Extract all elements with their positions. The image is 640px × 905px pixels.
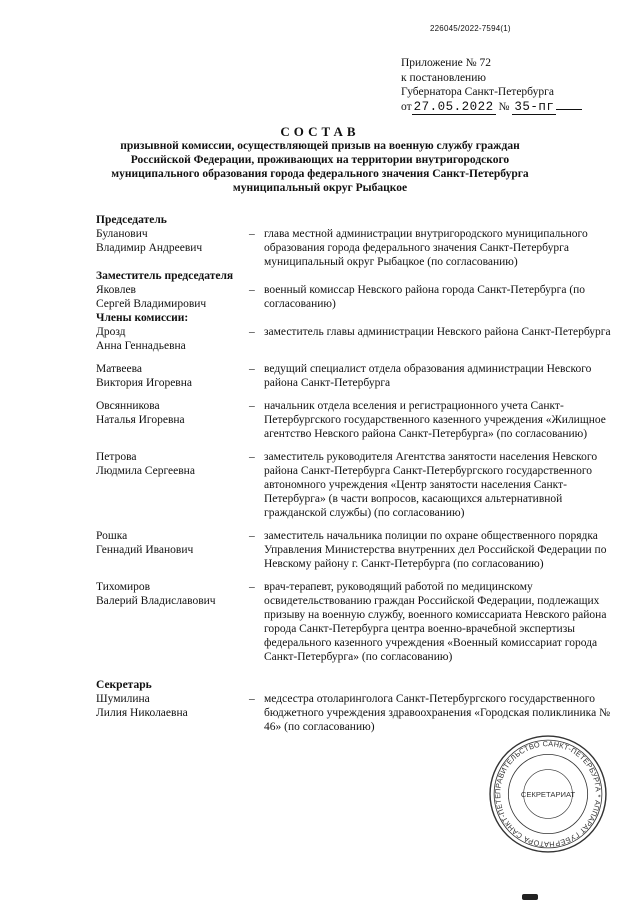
member-row	[96, 325, 616, 353]
appendix-date-line	[401, 100, 611, 115]
commission-roster	[96, 213, 616, 734]
member-row	[96, 580, 616, 664]
document-id: 226045/2022-7594(1)	[430, 24, 511, 33]
document-title: СОСТАВ	[280, 124, 360, 139]
member-name: Матвеева Виктория Игоревна	[96, 363, 192, 389]
member-name: Шумилина Лилия Николаевна	[96, 693, 188, 719]
member-role: заместитель руководителя Агентства занятости населения Невского района Санкт-Петербурга Санкт-Петербургского государственного автономного учреждения «Центр занятости населения Санкт-Петербурга» (в части вопросов, касающихся альтернативной гражданской службы) (по согласованию)	[264, 451, 598, 519]
number-underline	[556, 109, 582, 110]
section-heading: Председатель	[96, 214, 167, 226]
appendix-line-3: Губернатора Санкт-Петербурга	[401, 86, 554, 98]
member-name: Дрозд Анна Геннадьевна	[96, 326, 186, 352]
member-dash: –	[249, 284, 255, 296]
member-dash: –	[249, 363, 255, 375]
section-heading: Члены комиссии:	[96, 312, 189, 324]
member-name: Яковлев Сергей Владимирович	[96, 284, 207, 310]
official-seal	[487, 733, 609, 855]
member-role: медсестра отоларинголога Санкт-Петербургского государственного бюджетного учреждения здравоохранения «Городская поликлиника № 46» (по согласованию)	[264, 693, 611, 733]
member-role: заместитель главы администрации Невского района Санкт-Петербурга	[264, 326, 611, 338]
member-row	[96, 362, 616, 390]
scan-mark	[522, 894, 538, 900]
number-value: 35-пг	[514, 99, 555, 114]
member-role: начальник отдела вселения и регистрационного учета Санкт-Петербургского государственного казенного учреждения «Жилищное агентство Невского района Санкт-Петербурга» (по согласованию)	[264, 400, 606, 440]
member-name: Рошка Геннадий Иванович	[96, 530, 194, 556]
member-role: врач-терапевт, руководящий работой по медицинскому освидетельствованию граждан Российской Федерации, подлежащих призыву на военную службу, военного комиссариата Невского района города Санкт-Петербурга центра военно-врачебной экспертизы федерального казенного учреждения «Военный комиссариат города Санкт-Петербурга» (по согласованию)	[264, 581, 607, 663]
member-dash: –	[249, 581, 255, 593]
member-role: заместитель начальника полиции по охране общественного порядка Управления Министерства внутренних дел Российской Федерации по Невскому району г. Санкт-Петербурга (по согласованию)	[264, 530, 607, 570]
appendix-line-1: Приложение № 72	[401, 57, 491, 69]
member-name: Тихомиров Валерий Владиславович	[96, 581, 216, 607]
member-dash: –	[249, 228, 255, 240]
member-name: Петрова Людмила Сергеевна	[96, 451, 195, 477]
date-value: 27.05.2022	[413, 99, 494, 114]
member-dash: –	[249, 530, 255, 542]
member-dash: –	[249, 326, 255, 338]
member-row	[96, 283, 616, 311]
member-dash: –	[249, 451, 255, 463]
appendix-block	[401, 56, 611, 114]
member-row	[96, 227, 616, 269]
member-dash: –	[249, 693, 255, 705]
member-role: ведущий специалист отдела образования администрации Невского района Санкт-Петербурга	[264, 363, 592, 389]
member-row	[96, 399, 616, 441]
member-row	[96, 692, 616, 734]
number-prefix: №	[498, 100, 510, 113]
seal-ring-text: ПРАВИТЕЛЬСТВО САНКТ-ПЕТЕРБУРГА * АППАРАТ ГУБЕРНАТОРА САНКТ-ПЕТЕ	[493, 739, 603, 849]
section-heading: Заместитель председателя	[96, 270, 234, 282]
member-role: глава местной администрации внутригородского муниципального образования города федерального значения Санкт-Петербурга муниципальный округ Рыбацкое (по согласованию)	[264, 228, 588, 268]
member-role: военный комиссар Невского района города Санкт-Петербурга (по согласованию)	[264, 284, 586, 310]
section-heading: Секретарь	[96, 679, 152, 691]
member-row	[96, 529, 616, 571]
appendix-line-2: к постановлению	[401, 71, 486, 84]
member-name: Буланович Владимир Андреевич	[96, 228, 203, 254]
document-subtitle: призывной комиссии, осуществляющей призыв на военную службу граждан Российской Федерации, проживающих на территории внутригородского муниципального образования города федерального значения Санкт-Петербурга муниципальный округ Рыбацкое	[111, 140, 529, 194]
date-prefix: от	[401, 100, 412, 113]
member-name: Овсянникова Наталья Игоревна	[96, 400, 185, 426]
member-row	[96, 450, 616, 520]
seal-center-text: СЕКРЕТАРИАТ	[520, 790, 576, 800]
member-dash: –	[249, 400, 255, 412]
